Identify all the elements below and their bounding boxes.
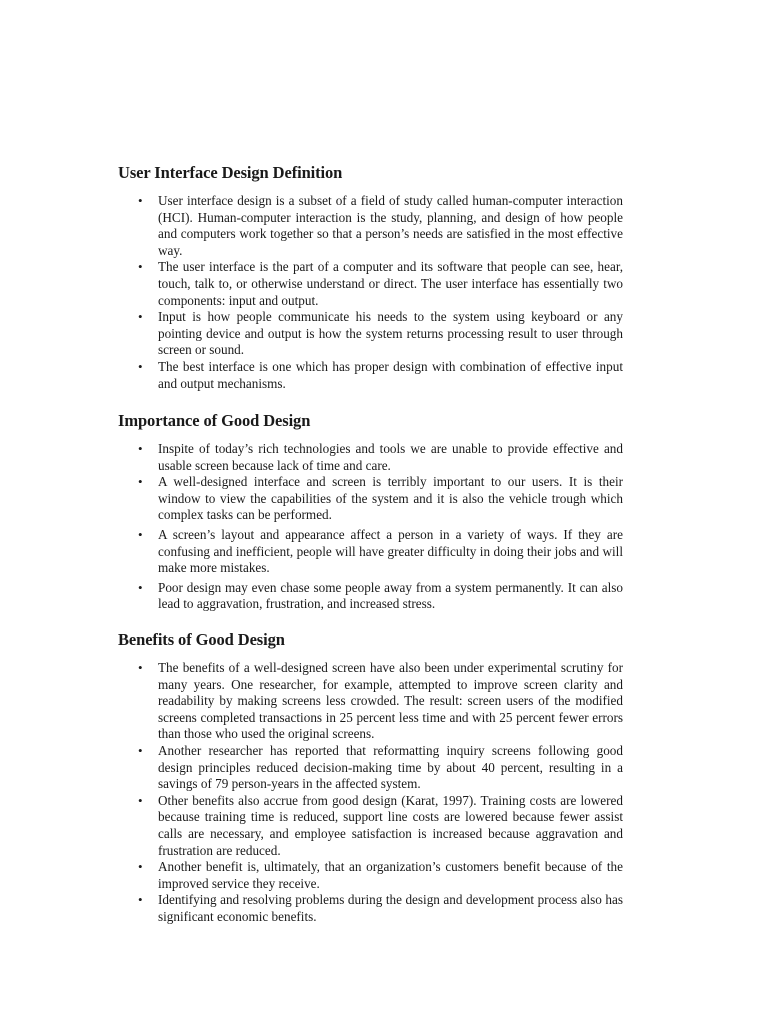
bullet-list: [118, 193, 623, 392]
bullet-icon: •: [138, 259, 143, 275]
list-item: [118, 660, 623, 743]
bullet-list: [118, 441, 623, 613]
bullet-icon: •: [138, 193, 143, 208]
list-item-text: Identifying and resolving problems during the design and development process also has significant economic benefits.: [158, 892, 623, 924]
bullet-list: [118, 660, 623, 926]
list-item: [118, 892, 623, 925]
section-heading: User Interface Design Definition: [118, 163, 343, 182]
bullet-icon: •: [138, 441, 143, 456]
bullet-icon: •: [138, 579, 143, 595]
list-item: [118, 743, 623, 793]
list-item: [118, 309, 623, 359]
list-item-text: Input is how people communicate his needs to the system using keyboard or any pointing device and output is how the system returns processing result to user through screen or sound.: [158, 309, 623, 358]
list-item: [118, 527, 623, 577]
list-item-text: The user interface is the part of a computer and its software that people can see, hear, touch, talk to, or otherwise understand or direct. The user interface has essentially two components: input and output.: [158, 259, 623, 308]
list-item-text: Other benefits also accrue from good design (Karat, 1997). Training costs are lowered because training time is reduced, support line costs are lowered because fewer assist calls are necessary, and employee satisfaction is increased because aggravation and frustration are reduced.: [158, 792, 623, 858]
list-item: [118, 193, 623, 259]
bullet-icon: •: [138, 792, 143, 808]
bullet-icon: •: [138, 660, 143, 675]
section-ui-design-definition: [118, 163, 623, 392]
list-item: [118, 441, 623, 474]
list-item: [118, 474, 623, 524]
list-item-text: User interface design is a subset of a field of study called human-computer interaction (HCI). Human-computer interaction is the study, planning, and design of how people and computers work together so that a person’s needs are satisfied in the most effective way.: [158, 193, 623, 258]
section-heading: Importance of Good Design: [118, 411, 311, 430]
section-importance-of-good-design: [118, 411, 623, 613]
bullet-icon: •: [138, 526, 143, 542]
bullet-icon: •: [138, 358, 143, 374]
list-item: [118, 859, 623, 892]
list-item-text: Poor design may even chase some people away from a system permanently. It can also lead to aggravation, frustration, and increased stress.: [158, 579, 623, 612]
bullet-icon: •: [138, 859, 143, 875]
list-item-text: Another benefit is, ultimately, that an organization’s customers benefit because of the improved service they receive.: [158, 859, 623, 891]
bullet-icon: •: [138, 474, 143, 490]
list-item: [118, 793, 623, 859]
list-item-text: A screen’s layout and appearance affect a person in a variety of ways. If they are confusing and inefficient, people will have greater difficulty in doing their jobs and will make more mistakes.: [158, 526, 623, 576]
list-item-text: The benefits of a well-designed screen have also been under experimental scrutiny for many years. One researcher, for example, attempted to improve screen clarity and readability by making screens less crowded. The result: screen users of the modified screens completed transactions in 25 percent less time and with 25 percent fewer errors than those who used the original screens.: [158, 660, 623, 742]
section-benefits-of-good-design: [118, 630, 623, 926]
list-item-text: The best interface is one which has proper design with combination of effective input and output mechanisms.: [158, 358, 623, 391]
list-item: [118, 359, 623, 392]
list-item-text: Another researcher has reported that reformatting inquiry screens following good design principles reduced decision-making time by about 40 percent, resulting in a savings of 79 person-years in the affected system.: [158, 742, 623, 792]
list-item-text: A well-designed interface and screen is terribly important to our users. It is their window to view the capabilities of the system and it is also the vehicle trough which complex tasks can be performed.: [158, 474, 623, 523]
bullet-icon: •: [138, 742, 143, 758]
list-item: [118, 259, 623, 309]
bullet-icon: •: [138, 892, 143, 908]
section-heading: Benefits of Good Design: [118, 630, 285, 649]
list-item-text: Inspite of today’s rich technologies and tools we are unable to provide effective and usable screen because lack of time and care.: [158, 441, 623, 473]
list-item: [118, 580, 623, 613]
bullet-icon: •: [138, 309, 143, 325]
